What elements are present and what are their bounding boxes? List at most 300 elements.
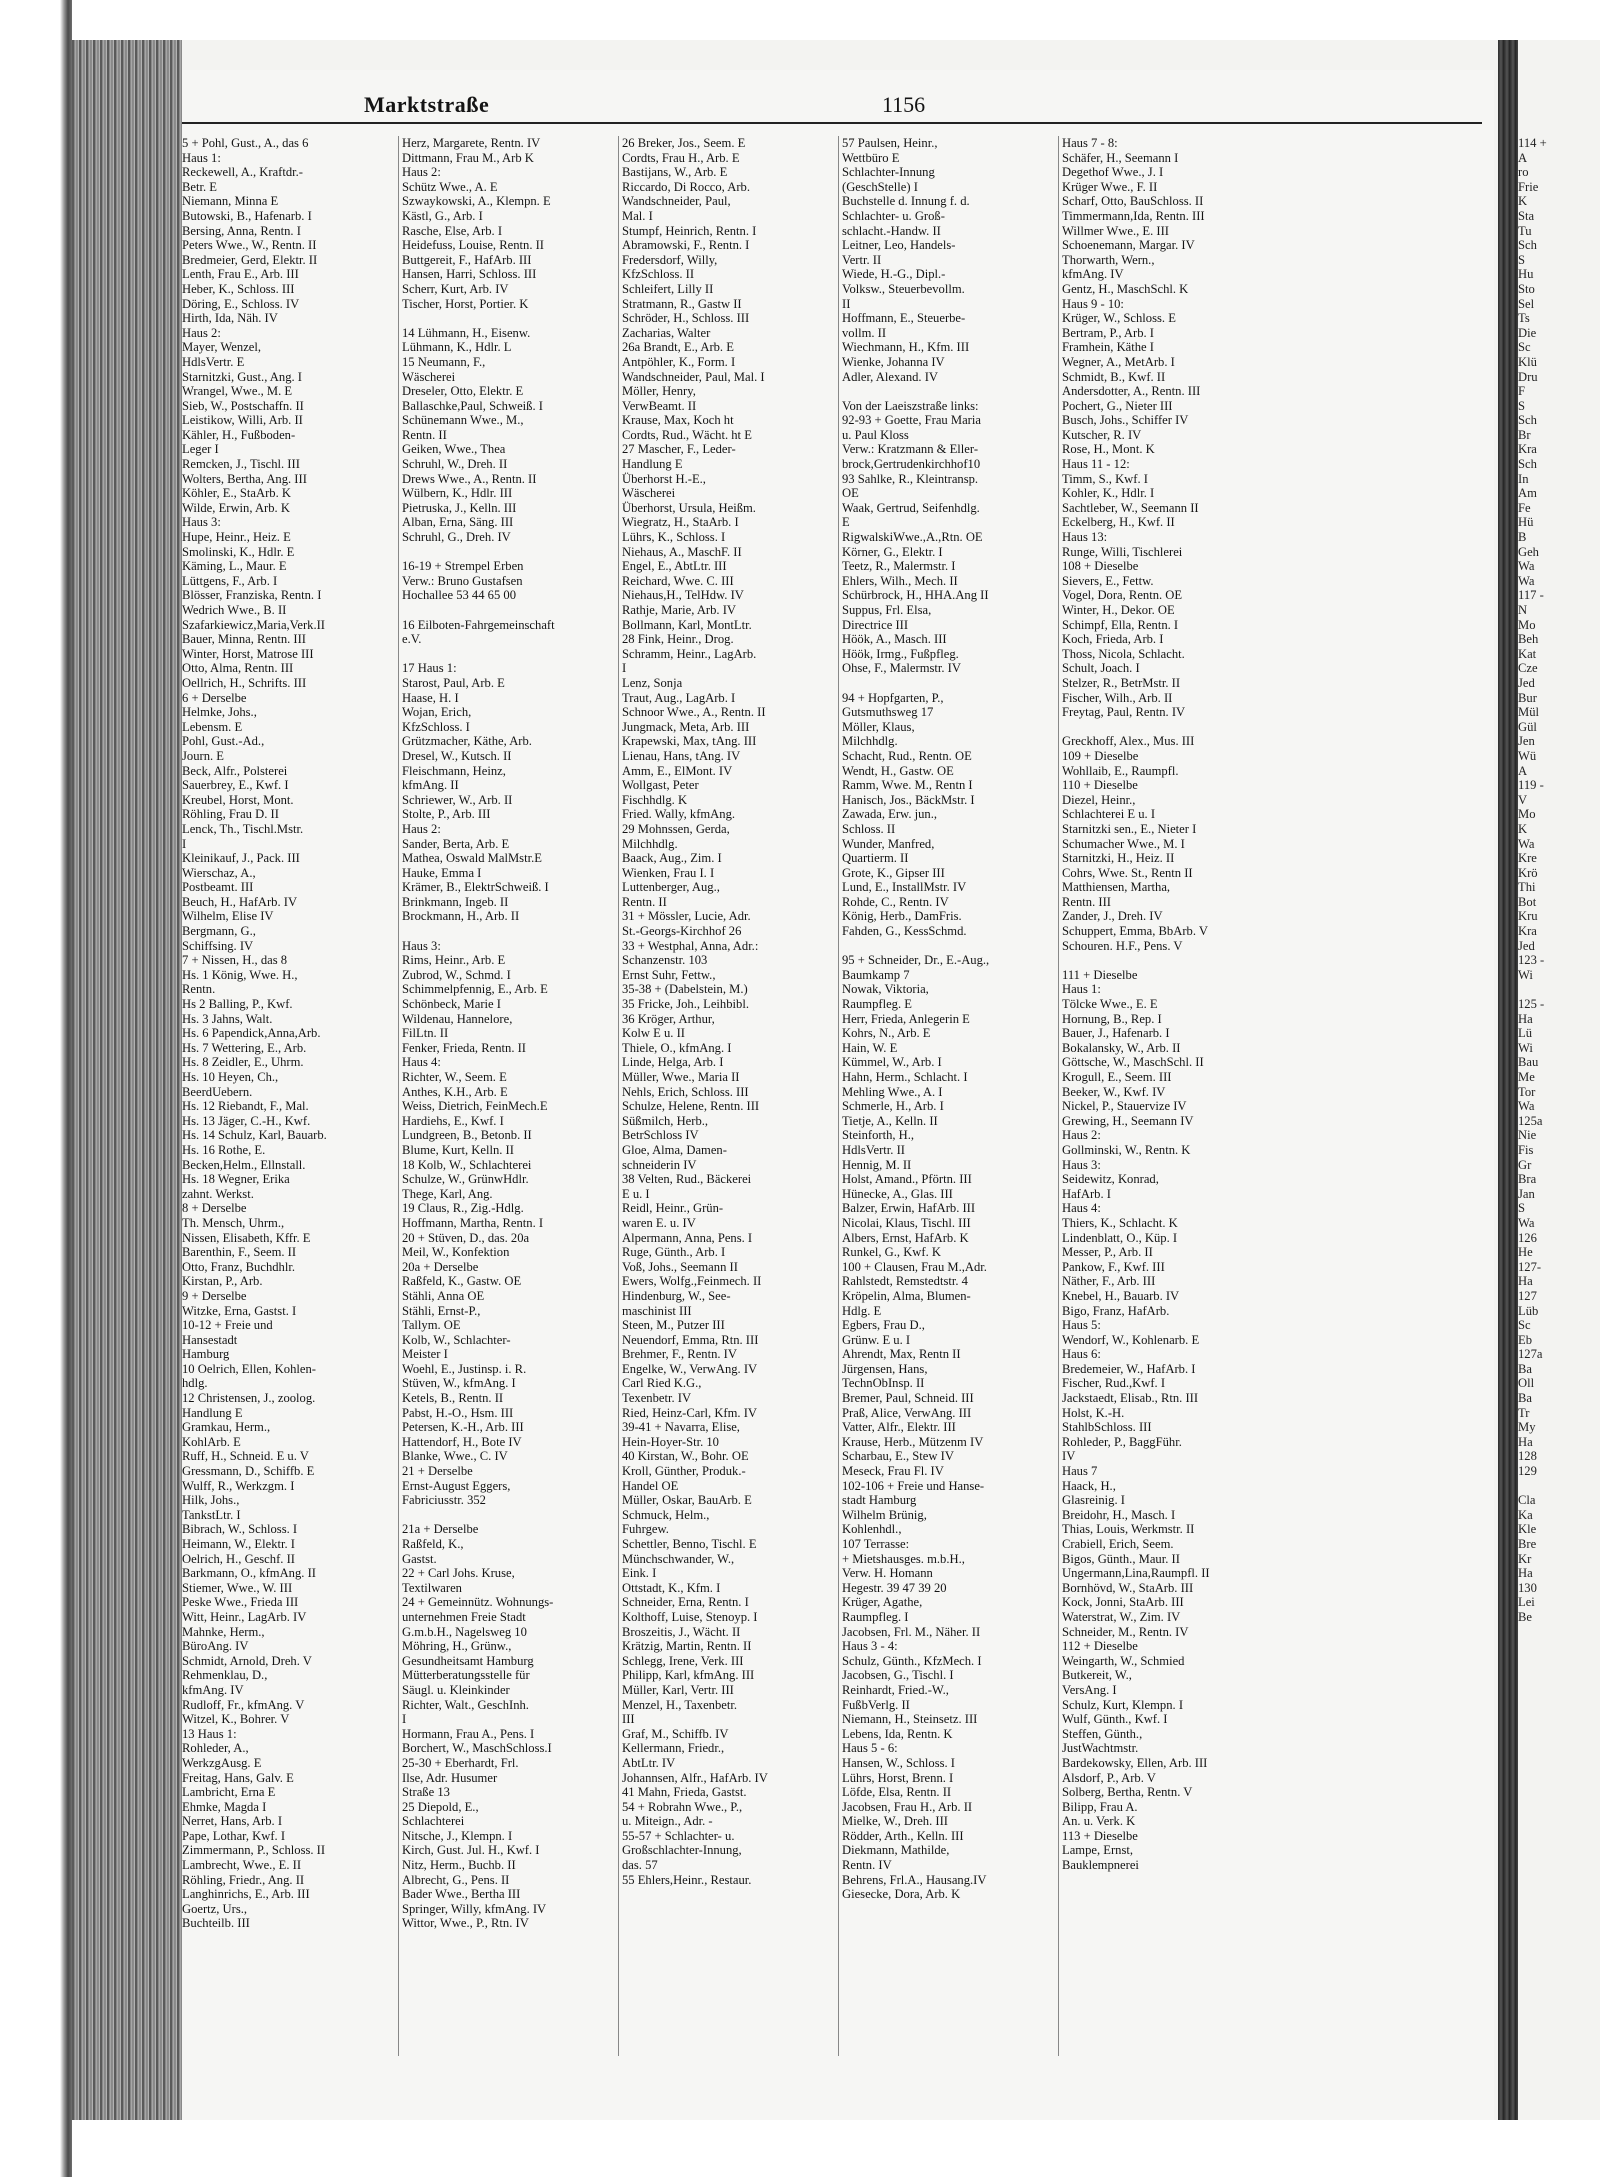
directory-entry-line: BetrSchloss IV	[622, 1128, 699, 1143]
directory-entry-line: Starnitzki, H., Heiz. II	[1062, 851, 1175, 866]
directory-entry-line: 111 + Dieselbe	[1062, 967, 1138, 982]
directory-entry-line: Bardekowsky, Ellen, Arb. III	[1062, 1755, 1208, 1770]
directory-entry-line: Kohler, K., Hdlr. I	[1062, 486, 1155, 501]
directory-entry-line: Brinkmann, Ingeb. II	[402, 894, 509, 909]
directory-entry-line: Bauer, J., Hafenarb. I	[1062, 1026, 1170, 1041]
directory-entry-line: Oelrich, H., Geschf. II	[182, 1551, 295, 1566]
directory-entry-line: Schacht, Rud., Rentn. OE	[842, 748, 972, 763]
directory-entry-line: Linde, Helga, Arb. I	[622, 1055, 724, 1070]
directory-entry-line: Quartierm. II	[842, 851, 909, 866]
directory-entry-line: Woehl, E., Justinsp. i. R.	[402, 1361, 527, 1376]
directory-entry-line: Haus 4:	[1062, 1201, 1101, 1216]
directory-entry-line	[1062, 720, 1274, 735]
next-page-fragment: Lü	[1518, 1026, 1532, 1041]
directory-entry-line: Hauke, Emma I	[402, 865, 482, 880]
directory-entry-line: 10-12 + Freie und	[182, 1318, 273, 1333]
next-page-fragment: K	[1518, 194, 1528, 209]
next-page-fragment: Kr	[1518, 1551, 1532, 1566]
directory-entry-line	[842, 939, 1054, 954]
next-page-fragment: Wi	[1518, 1040, 1533, 1055]
directory-entry-line: Grünw. E u. I	[842, 1332, 911, 1347]
directory-entry-line: Glasreinig. I	[1062, 1493, 1125, 1508]
directory-entry-line: zahnt. Werkst.	[182, 1186, 254, 1201]
directory-entry-line: Timm, S., Kwf. I	[1062, 471, 1148, 486]
directory-entry-line: Wrangel, Wwe., M. E	[182, 384, 293, 399]
directory-entry-line: Hegestr. 39 47 39 20	[842, 1580, 947, 1595]
directory-entry-line: Milchhdlg.	[622, 836, 678, 851]
directory-entry-line: Bornhövd, W., StaArb. III	[1062, 1580, 1194, 1595]
column-4	[842, 136, 1054, 1902]
directory-entry-line: Lührs, K., Schloss. I	[622, 530, 726, 545]
next-page-fragment: Oll	[1518, 1376, 1535, 1391]
directory-entry-line: Sievers, E., Fettw.	[1062, 573, 1154, 588]
directory-entry-line: Schröder, H., Schloss. III	[622, 311, 750, 326]
directory-entry-line: Wäscherei	[622, 486, 676, 501]
directory-entry-line: u. Paul Kloss	[842, 427, 909, 442]
directory-entry-line: Höök, Irmg., Fußpfleg.	[842, 646, 959, 661]
directory-entry-line: Wohllaib, E., Raumpfl.	[1062, 763, 1179, 778]
directory-entry-line: Wilhelm Brünig,	[842, 1507, 927, 1522]
directory-entry-line: Dresel, W., Kutsch. II	[402, 748, 512, 763]
next-page-column	[1518, 136, 1600, 1625]
directory-entry-line: FußbVerlg. II	[842, 1697, 910, 1712]
directory-entry-line: Haus 7	[1062, 1464, 1098, 1479]
directory-entry-line: Tallym. OE	[402, 1318, 461, 1333]
directory-entry-line: Köhler, E., StaArb. K	[182, 486, 291, 501]
directory-entry-line: Hupe, Heinr., Heiz. E	[182, 530, 291, 545]
directory-entry-line: Schmidt, B., Kwf. II	[1062, 369, 1166, 384]
directory-entry-line: Holst, K.-H.	[1062, 1405, 1125, 1420]
directory-entry-line: Säugl. u. Kleinkinder	[402, 1682, 510, 1697]
directory-entry-line: Zubrod, W., Schmd. I	[402, 967, 511, 982]
directory-entry-line: Albrecht, G., Pens. II	[402, 1872, 510, 1887]
next-page-fragment: Hu	[1518, 267, 1534, 282]
directory-entry-line: Raßfeld, K.,	[402, 1537, 464, 1551]
next-page-fragment: Wa	[1518, 1215, 1535, 1230]
directory-entry-line: 33 + Westphal, Anna, Adr.:	[622, 938, 759, 953]
directory-entry-line: Winter, H., Dekor. OE	[1062, 603, 1175, 617]
directory-entry-line: Sauerbrey, E., Kwf. I	[182, 778, 289, 793]
directory-entry-line: Hormann, Frau A., Pens. I	[402, 1726, 535, 1741]
directory-entry-line: AbtLtr. IV	[622, 1755, 676, 1770]
directory-entry-line: Stratmann, R., Gastw II	[622, 296, 742, 311]
directory-entry-line: Thoss, Nicola, Schlacht.	[1062, 646, 1185, 661]
directory-entry-line: Luttenberger, Aug.,	[622, 880, 720, 895]
next-page-fragment: 128	[1518, 1449, 1537, 1464]
directory-entry-line: Starnitzki, Gust., Ang. I	[182, 369, 302, 384]
directory-entry-line: StahlbSchloss. III	[1062, 1420, 1152, 1435]
directory-entry-line: Schmidt, Arnold, Dreh. V	[182, 1653, 312, 1668]
next-page-fragment: Br	[1518, 427, 1531, 442]
directory-entry-line: Wierschaz, A.,	[182, 865, 256, 880]
directory-entry-line: Reidl, Heinr., Grün-	[622, 1201, 724, 1216]
directory-entry-line: Müller, Wwe., Maria II	[622, 1070, 740, 1084]
directory-entry-line: Schloss. II	[842, 821, 896, 836]
directory-entry-line: Wäscherei	[402, 369, 456, 384]
next-page-fragment: B	[1518, 530, 1527, 545]
directory-entry-line: Jackstaedt, Elisab., Rtn. III	[1062, 1391, 1199, 1406]
directory-entry-line: Mielke, W., Dreh. III	[842, 1814, 948, 1829]
directory-entry-line: Cordts, Frau H., Arb. E	[622, 150, 740, 165]
directory-entry-line	[842, 384, 1054, 399]
directory-entry-line: Schönbeck, Marie I	[402, 997, 501, 1012]
directory-entry-line: Hochallee 53 44 65 00	[402, 588, 517, 603]
directory-entry-line: Herz, Margarete, Rentn. IV	[402, 136, 541, 150]
next-page-fragment: 125 -	[1518, 997, 1545, 1012]
directory-entry-line: Schiffsing. IV	[182, 938, 254, 953]
directory-entry-line: schneiderin IV	[622, 1157, 697, 1172]
directory-entry-line: Rahlstedt, Remstedtstr. 4	[842, 1274, 968, 1289]
directory-entry-line: Grewing, H., Seemann IV	[1062, 1113, 1194, 1128]
directory-entry-line: Timmermann,Ida, Rentn. III	[1062, 208, 1205, 223]
directory-entry-line: Wulf, Günth., Kwf. I	[1062, 1712, 1168, 1727]
directory-entry-line: Sachtleber, W., Seemann II	[1062, 500, 1199, 515]
directory-entry-line: 100 + Clausen, Frau M.,Adr.	[842, 1259, 987, 1274]
next-page-fragment: Wa	[1518, 1099, 1535, 1114]
directory-entry-line: u. Miteign., Adr. -	[622, 1814, 713, 1829]
directory-entry-line: E u. I	[622, 1186, 650, 1201]
directory-entry-line: Wendt, H., Gastw. OE	[842, 763, 954, 778]
directory-entry-line: Waak, Gertrud, Seifenhdlg.	[842, 500, 980, 515]
directory-entry-line: 95 + Schneider, Dr., E.-Aug.,	[842, 953, 990, 968]
directory-entry-line: 39-41 + Navarra, Elise,	[622, 1420, 740, 1435]
directory-entry-line: Ruge, Günth., Arb. I	[622, 1245, 726, 1260]
directory-entry-line: Fischhdlg. K	[622, 792, 688, 807]
directory-entry-line: 16 Eilboten-Fahrgemeinschaft	[402, 617, 555, 632]
directory-entry-line	[402, 1508, 614, 1523]
directory-entry-line: Schmerle, H., Arb. I	[842, 1099, 944, 1114]
directory-entry-line: Wandschneider, Paul, Mal. I	[622, 369, 765, 384]
directory-entry-line: Schlachter- u. Groß-	[842, 208, 945, 223]
directory-entry-line: Wojan, Erich,	[402, 705, 472, 720]
directory-entry-line: Dittmann, Frau M., Arb K	[402, 150, 534, 165]
directory-entry-line: Haus 1:	[182, 150, 221, 165]
directory-entry-line: Raumpfleg. E	[842, 997, 912, 1012]
directory-entry-line: Schlachter-Innung	[842, 165, 935, 180]
directory-entry-line: Vatter, Alfr., Elektr. III	[842, 1420, 956, 1435]
directory-entry-line: Rentn. II	[622, 894, 667, 909]
directory-entry-line: 15 Neumann, F.,	[402, 354, 486, 369]
directory-entry-line: Degethof Wwe., J. I	[1062, 165, 1164, 180]
next-page-fragment: Geh	[1518, 544, 1539, 559]
directory-entry-line: Nickel, P., Stauervize IV	[1062, 1099, 1187, 1114]
directory-entry-line: Schimmelpfennig, E., Arb. E	[402, 982, 548, 997]
directory-entry-line: Holst, Amand., Pförtn. III	[842, 1172, 972, 1187]
directory-entry-line: Döring, E., Schloss. IV	[182, 296, 300, 311]
directory-entry-line: Schneider, Erna, Rentn. I	[622, 1595, 749, 1610]
next-page-fragment: 117 -	[1518, 588, 1544, 603]
directory-entry-line: Blume, Kurt, Kelln. II	[402, 1142, 514, 1157]
directory-entry-line: II	[842, 296, 851, 311]
directory-entry-line: Raumpfleg. I	[842, 1609, 909, 1624]
next-page-fragment: Sch	[1518, 413, 1537, 428]
directory-entry-line: 6 + Derselbe	[182, 690, 247, 705]
directory-entry-line: Hs. 3 Jahns, Walt.	[182, 1011, 273, 1026]
directory-entry-line: Stumpf, Heinrich, Rentn. I	[622, 223, 757, 238]
directory-entry-line: Haus 2:	[402, 165, 441, 180]
directory-entry-line: Schramm, Heinr., LagArb.	[622, 646, 757, 661]
directory-entry-line: BüroAng. IV	[182, 1639, 249, 1654]
directory-entry-line: Lienau, Hans, tAng. IV	[622, 748, 741, 763]
directory-entry-line: Ketels, B., Rentn. II	[402, 1391, 504, 1406]
directory-entry-line: Koch, Frieda, Arb. I	[1062, 632, 1164, 647]
directory-entry-line: Matthiensen, Martha,	[1062, 880, 1171, 895]
directory-entry-line: Fenker, Frieda, Rentn. II	[402, 1040, 527, 1055]
directory-entry-line: Näther, F., Arb. III	[1062, 1274, 1156, 1289]
directory-entry-line: 112 + Dieselbe	[1062, 1639, 1138, 1654]
directory-entry-line: Dreseler, Otto, Elektr. E	[402, 384, 524, 399]
directory-entry-line: Hoffmann, E., Steuerbe-	[842, 311, 966, 326]
directory-entry-line: Kümmel, W., Arb. I	[842, 1055, 942, 1070]
directory-entry-line: Milchhdlg.	[842, 734, 898, 749]
directory-entry-line: Ilse, Adr. Husumer	[402, 1770, 498, 1785]
next-page-fragment: Sc	[1518, 1318, 1531, 1333]
directory-entry-line: Philipp, Karl, kfmAng. III	[622, 1668, 755, 1683]
directory-entry-line: 12 Christensen, J., zoolog.	[182, 1391, 316, 1406]
next-page-fragment: ro	[1518, 165, 1529, 180]
directory-entry-line: Schlegg, Irene, Verk. III	[622, 1653, 744, 1668]
directory-entry-line: Möller, Klaus,	[842, 719, 915, 734]
directory-entry-line: Bredemeier, W., HafArb. I	[1062, 1361, 1196, 1376]
directory-entry-line: Postbeamt. III	[182, 880, 254, 895]
directory-entry-line: Ernst Suhr, Fettw.,	[622, 967, 716, 982]
next-page-fragment: Be	[1518, 1609, 1532, 1624]
directory-entry-line: Haase, H. I	[402, 690, 459, 705]
directory-entry-line: 93 Sahlke, R., Kleintransp.	[842, 471, 979, 486]
directory-entry-line: Solberg, Bertha, Rentn. V	[1062, 1785, 1193, 1800]
directory-entry-line: 16-19 + Strempel Erben	[402, 559, 524, 574]
directory-entry-line: Zimmermann, P., Schloss. II	[182, 1843, 326, 1858]
directory-entry-line: Hs. 18 Wegner, Erika	[182, 1172, 290, 1187]
directory-entry-line: Grützmacher, Käthe, Arb.	[402, 734, 532, 749]
directory-entry-line: G.m.b.H., Nagelsweg 10	[402, 1624, 527, 1639]
next-page-fragment: Jed	[1518, 675, 1535, 690]
directory-entry-line: Crabiell, Erich, Seem.	[1062, 1537, 1174, 1551]
directory-entry-line: Ried, Heinz-Carl, Kfm. IV	[622, 1405, 757, 1420]
directory-entry-line: Steinforth, H.,	[842, 1128, 915, 1143]
directory-entry-line: Wienke, Johanna IV	[842, 354, 945, 369]
directory-entry-line: Höök, A., Masch. III	[842, 632, 947, 647]
directory-entry-line: Jacobsen, Frau H., Arb. II	[842, 1799, 973, 1814]
directory-entry-line: Rudloff, Fr., kfmAng. V	[182, 1697, 305, 1712]
directory-entry-line: VerwBeamt. II	[622, 398, 697, 413]
directory-entry-line: Haus 5 - 6:	[842, 1741, 898, 1756]
directory-entry-line: Großschlachter-Innung,	[622, 1843, 742, 1858]
next-page-fragment: Cla	[1518, 1493, 1536, 1508]
directory-entry-line: Betr. E	[182, 179, 217, 194]
directory-entry-line: Willmer Wwe., E. III	[1062, 223, 1169, 238]
directory-entry-line: Hardiehs, E., Kwf. I	[402, 1113, 504, 1128]
directory-entry-line: Straße 13	[402, 1785, 450, 1800]
directory-entry-line	[402, 647, 614, 662]
directory-entry-line: Amm, E., ElMont. IV	[622, 763, 733, 778]
directory-entry-line: Raßfeld, K., Gastw. OE	[402, 1274, 522, 1289]
directory-entry-line: Fahden, G., KessSchmd.	[842, 924, 967, 939]
directory-entry-line: Vogel, Dora, Rentn. OE	[1062, 588, 1183, 603]
directory-entry-line: Rose, H., Mont. K	[1062, 442, 1155, 457]
directory-entry-line: Hennig, M. II	[842, 1157, 912, 1172]
directory-entry-line: Kolw E u. II	[622, 1026, 685, 1041]
next-page-fragment: A	[1518, 150, 1528, 165]
directory-entry-line: Ungermann,Lina,Raumpfl. II	[1062, 1566, 1210, 1581]
directory-entry-line: Thege, Karl, Ang.	[402, 1186, 493, 1201]
directory-entry-line: 7 + Nissen, H., das 8	[182, 953, 288, 968]
directory-entry-line: Diekmann, Mathilde,	[842, 1843, 950, 1858]
directory-entry-line: Bremer, Paul, Schneid. III	[842, 1391, 974, 1406]
next-page-fragment: Ba	[1518, 1361, 1532, 1376]
directory-entry-line: I	[182, 836, 187, 851]
next-page-fragment: Kre	[1518, 851, 1537, 866]
directory-entry-line: Rentn. IV	[842, 1858, 892, 1873]
next-page-fragment: N	[1518, 603, 1528, 617]
next-page-fragment: S	[1518, 1201, 1526, 1216]
directory-entry-line: Adler, Alexand. IV	[842, 369, 939, 384]
next-page-fragment: 127	[1518, 1288, 1537, 1303]
directory-entry-line: Pankow, F., Kwf. III	[1062, 1259, 1165, 1274]
directory-entry-line: Wendorf, W., Kohlenarb. E	[1062, 1332, 1200, 1347]
directory-entry-line: Lebens, Ida, Rentn. K	[842, 1726, 953, 1741]
column-divider	[398, 136, 399, 2056]
directory-entry-line: Drews Wwe., A., Rentn. II	[402, 471, 537, 486]
directory-entry-line: Giesecke, Dora, Arb. K	[842, 1887, 961, 1902]
next-page-fragment: In	[1518, 471, 1529, 486]
directory-entry-line: Richter, W., Seem. E	[402, 1070, 507, 1084]
directory-entry-line: Rohde, C., Rentn. IV	[842, 894, 949, 909]
directory-entry-line: Rentn.	[182, 982, 216, 997]
next-page-fragment: Kru	[1518, 909, 1538, 924]
directory-entry-line: OE	[842, 486, 859, 501]
directory-entry-line: Hattendorf, H., Bote IV	[402, 1434, 522, 1449]
directory-entry-line: Hs. 10 Heyen, Ch.,	[182, 1070, 279, 1084]
directory-entry-line: Runkel, G., Kwf. K	[842, 1245, 941, 1260]
directory-entry-line: Diezel, Heinr.,	[1062, 792, 1136, 807]
directory-entry-line: kfmAng. II	[402, 778, 459, 793]
directory-entry-line: Hirth, Ida, Näh. IV	[182, 311, 278, 326]
directory-entry-line: Scharf, Otto, BauSchloss. II	[1062, 194, 1204, 209]
directory-entry-line: Seidewitz, Konrad,	[1062, 1172, 1159, 1187]
next-page-fragment: 114 +	[1518, 136, 1547, 150]
directory-entry-line: 14 Lühmann, H., Eisenw.	[402, 325, 531, 340]
directory-entry-line: Engelke, W., VerwAng. IV	[622, 1361, 758, 1376]
directory-entry-line: Cohrs, Wwe. St., Rentn II	[1062, 865, 1193, 880]
directory-entry-line: Rehmenklau, D.,	[182, 1668, 268, 1683]
directory-entry-line: KohlArb. E	[182, 1434, 241, 1449]
directory-entry-line: Gastst.	[402, 1551, 437, 1566]
column-3	[622, 136, 834, 1887]
directory-entry-line: Schlachterei	[402, 1814, 465, 1829]
directory-entry-line: Johannsen, Alfr., HafArb. IV	[622, 1770, 768, 1785]
directory-entry-line: Hornung, B., Rep. I	[1062, 1011, 1162, 1026]
directory-entry-line: Krüger, W., Schloss. E	[1062, 311, 1176, 326]
directory-entry-line: Graf, M., Schiffb. IV	[622, 1726, 729, 1741]
directory-entry-line: 109 + Dieselbe	[1062, 748, 1139, 763]
directory-entry-line: Witt, Heinr., LagArb. IV	[182, 1609, 307, 1624]
directory-entry-line: Kolb, W., Schlachter-	[402, 1332, 511, 1347]
directory-entry-line: Verw. H. Homann	[842, 1566, 933, 1581]
directory-entry-line: III	[622, 1712, 635, 1727]
directory-entry-line: Freitag, Hans, Galv. E	[182, 1770, 294, 1785]
directory-entry-line: Hs. 13 Jäger, C.-H., Kwf.	[182, 1113, 311, 1128]
directory-entry-line: Hansestadt	[182, 1332, 238, 1347]
directory-entry-line: Niehaus, A., MaschF. II	[622, 544, 742, 559]
directory-entry-line: das. 57	[622, 1858, 658, 1873]
next-page-fragment: Kra	[1518, 924, 1537, 939]
directory-entry-line: Lenck, Th., Tischl.Mstr.	[182, 821, 304, 836]
directory-entry-line: Starnitzki sen., E., Nieter I	[1062, 821, 1197, 836]
directory-entry-line: Haus 3:	[402, 938, 441, 953]
next-page-fragment: My	[1518, 1420, 1536, 1435]
directory-entry-line: Von der Laeiszstraße links:	[842, 398, 979, 413]
directory-entry-line: Röhling, Friedr., Ang. II	[182, 1872, 305, 1887]
directory-entry-line: Krause, Herb., Mützenm IV	[842, 1434, 984, 1449]
directory-entry-line: Kolthoff, Luise, Stenoyp. I	[622, 1609, 758, 1624]
column-divider	[618, 136, 619, 2056]
next-page-fragment: 127-	[1518, 1259, 1542, 1274]
next-page-fragment: Am	[1518, 486, 1537, 501]
directory-entry-line: Verw.: Kratzmann & Eller-	[842, 442, 979, 457]
directory-entry-line: Hs. 6 Papendick,Anna,Arb.	[182, 1026, 321, 1041]
directory-entry-line: I	[402, 1712, 407, 1727]
next-page-fragment: Ha	[1518, 1566, 1533, 1581]
next-page-fragment: He	[1518, 1245, 1533, 1260]
directory-entry-line: 94 + Hopfgarten, P.,	[842, 690, 944, 705]
directory-entry-line: Vertr. II	[842, 252, 882, 267]
directory-entry-line: WerkzgAusg. E	[182, 1755, 262, 1770]
directory-entry-line: Reichard, Wwe. C. III	[622, 573, 734, 588]
directory-entry-line: Münchschwander, W.,	[622, 1551, 735, 1566]
directory-entry-line: Nehls, Erich, Schloss. III	[622, 1084, 749, 1099]
directory-entry-line: Directrice III	[842, 617, 909, 632]
directory-entry-line	[402, 924, 614, 939]
directory-entry-line: Mahnke, Herm.,	[182, 1624, 265, 1639]
next-page-fragment: F	[1518, 384, 1526, 399]
directory-entry-line: Ewers, Wolfg.,Feinmech. II	[622, 1274, 762, 1289]
directory-entry-line: Haus 9 - 10:	[1062, 296, 1124, 311]
next-page-fragment: Gr	[1518, 1157, 1532, 1172]
directory-entry-line: Wilde, Erwin, Arb. K	[182, 500, 290, 515]
directory-entry-line: Traut, Aug., LagArb. I	[622, 690, 736, 705]
directory-entry-line: 10 Oelrich, Ellen, Kohlen-	[182, 1361, 316, 1376]
directory-entry-line: Mathea, Oswald MalMstr.E	[402, 851, 542, 866]
directory-entry-line: 107 Terrasse:	[842, 1537, 910, 1551]
directory-entry-line: + Mietshausges. m.b.H.,	[842, 1551, 965, 1566]
directory-entry-line: Pape, Lothar, Kwf. I	[182, 1828, 286, 1843]
next-page-fragment: Kat	[1518, 646, 1537, 661]
directory-entry-line: Müller, Oskar, BauArb. E	[622, 1493, 752, 1508]
directory-entry-line: Hdlg. E	[842, 1303, 882, 1318]
directory-entry-line: Lund, E., InstallMstr. IV	[842, 880, 967, 895]
directory-entry-line: Hs 2 Balling, P., Kwf.	[182, 997, 293, 1012]
directory-entry-line: Hoffmann, Martha, Rentn. I	[402, 1215, 544, 1230]
directory-entry-line: Carl Ried K.G.,	[622, 1376, 702, 1391]
directory-entry-line: Hs. 1 König, Wwe. H.,	[182, 967, 298, 982]
directory-entry-line: Steen, M., Putzer III	[622, 1318, 725, 1333]
directory-entry-line: Ernst-August Eggers,	[402, 1478, 511, 1493]
directory-entry-line: Andersdotter, A., Rentn. III	[1062, 384, 1201, 399]
directory-entry-line: Krapewski, Max, tAng. III	[622, 734, 757, 749]
directory-entry-line: Fischer, Rud.,Kwf. I	[1062, 1376, 1166, 1391]
next-page-fragment: Sch	[1518, 238, 1537, 253]
column-5	[1062, 136, 1274, 1873]
directory-entry-line: Schütz Wwe., A. E	[402, 179, 498, 194]
directory-entry-line: Wandschneider, Paul,	[622, 194, 731, 209]
directory-entry-line: Schünemann Wwe., M.,	[402, 413, 524, 428]
next-page-fragment: Ha	[1518, 1434, 1533, 1449]
next-page-fragment: Bau	[1518, 1055, 1539, 1070]
directory-entry-line: Volksw., Steuerbevollm.	[842, 281, 965, 296]
directory-entry-line: Kohrs, N., Arb. E	[842, 1026, 931, 1041]
directory-entry-line: kfmAng. IV	[1062, 267, 1124, 282]
